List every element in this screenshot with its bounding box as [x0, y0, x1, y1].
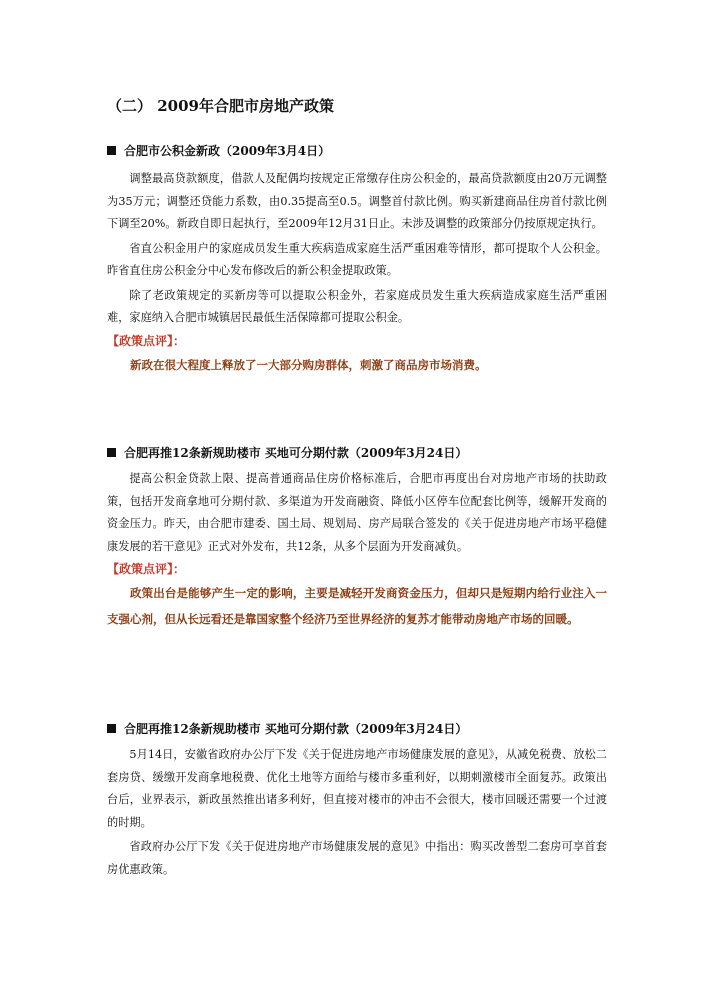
comment-label: 【政策点评】：: [107, 333, 186, 348]
policy-heading: 合肥再推12条新规助楼市 买地可分期付款（2009年3月24日）: [107, 718, 607, 740]
policy-block-1: [107, 140, 607, 378]
policy-paragraph: 省政府办公厅下发《关于促进房地产市场健康发展的意见》中指出：购买改善型二套房可享首套房优惠政策。: [107, 840, 607, 876]
policy-paragraph: 省直公积金用户的家庭成员发生重大疾病造成家庭生活严重困难等情形，都可提取个人公积金。昨省直住房公积金分中心发布修改后的新公积金提取政策。: [107, 241, 607, 277]
policy-block-2: [107, 442, 607, 632]
policy-paragraph: 提高公积金贷款上限、提高普通商品住房价格标准后，合肥市再度出台对房地产市场的扶助政策，包括开发商拿地可分期付款、多渠道为开发商融资、降低小区停车位配套比例等，缓解开发商的资金压力。昨天，由合肥市建委、国土局、规划局、房产局联合签发的《关于促进房地产市场平稳健康发展的若干意见》正式对外发布，共12条，从多个层面为开发商减负。: [107, 472, 607, 553]
policy-comment: 新政在很大程度上释放了一大部分购房群体，刺激了商品房市场消费。: [130, 357, 487, 372]
square-bullet-icon: [107, 724, 116, 733]
policy-block-3: [107, 718, 607, 881]
policy-paragraph: 调整最高贷款额度，借款人及配偶均按规定正常缴存住房公积金的，最高贷款额度由20万元调整为35万元；调整还贷能力系数，由0.35提高至0.5。调整首付款比例。购买新建商品住房首付款比例下调至20%。新政自即日起执行，至2009年12月31日止。未涉及调整的政策部分仍按原规定执行。: [107, 172, 607, 230]
policy-paragraph: 5月14日，安徽省政府办公厅下发《关于促进房地产市场健康发展的意见》，从减免税费、放松二套房贷、缓缴开发商拿地税费、优化土地等方面给与楼市多重利好，以期刺激楼市全面复苏。政策出台后，业界表示，新政虽然推出诸多利好，但直接对楼市的冲击不会很大，楼市回暖还需要一个过渡的时期。: [107, 748, 607, 829]
policy-heading: 合肥再推12条新规助楼市 买地可分期付款（2009年3月24日）: [107, 442, 607, 464]
square-bullet-icon: [107, 146, 116, 155]
comment-label: 【政策点评】：: [107, 562, 186, 576]
policy-comment: 政策出台是能够产生一定的影响，主要是减轻开发商资金压力，但却只是短期内给行业注入一支强心剂，但从长远看还是靠国家整个经济乃至世界经济的复苏才能带动房地产市场的回暖。: [107, 586, 607, 626]
policy-heading: 合肥市公积金新政（2009年3月4日）: [107, 140, 607, 162]
policy-paragraph: 除了老政策规定的买新房等可以提取公积金外，若家庭成员发生重大疾病造成家庭生活严重困难，家庭纳入合肥市城镇居民最低生活保障都可提取公积金。: [107, 288, 607, 324]
square-bullet-icon: [107, 448, 116, 457]
section-title: （二） 2009年合肥市房地产政策: [107, 97, 334, 115]
